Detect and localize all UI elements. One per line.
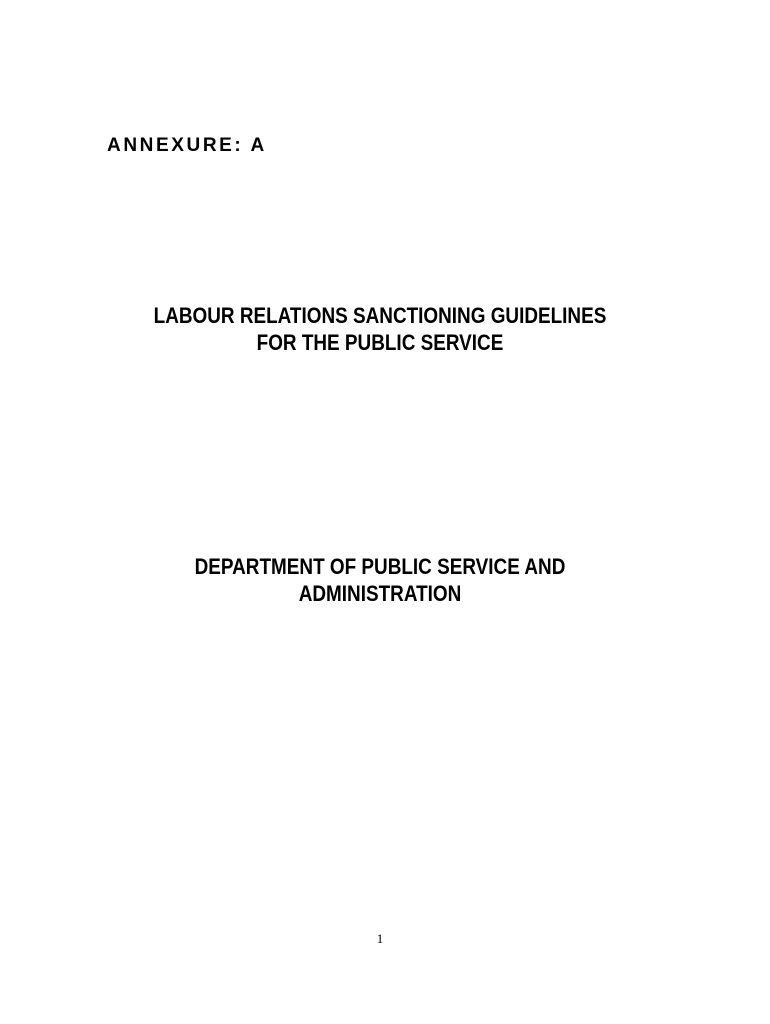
department-name-line-2: ADMINISTRATION <box>298 581 462 606</box>
annexure-label: ANNEXURE: A <box>107 135 267 156</box>
department-name <box>53 553 707 607</box>
department-name-line-1: DEPARTMENT OF PUBLIC SERVICE AND <box>194 554 566 579</box>
page-number: 1 <box>376 931 384 946</box>
document-title-line-2: FOR THE PUBLIC SERVICE <box>256 330 504 355</box>
document-title-line-1: LABOUR RELATIONS SANCTIONING GUIDELINES <box>153 303 607 328</box>
document-title <box>53 302 707 356</box>
